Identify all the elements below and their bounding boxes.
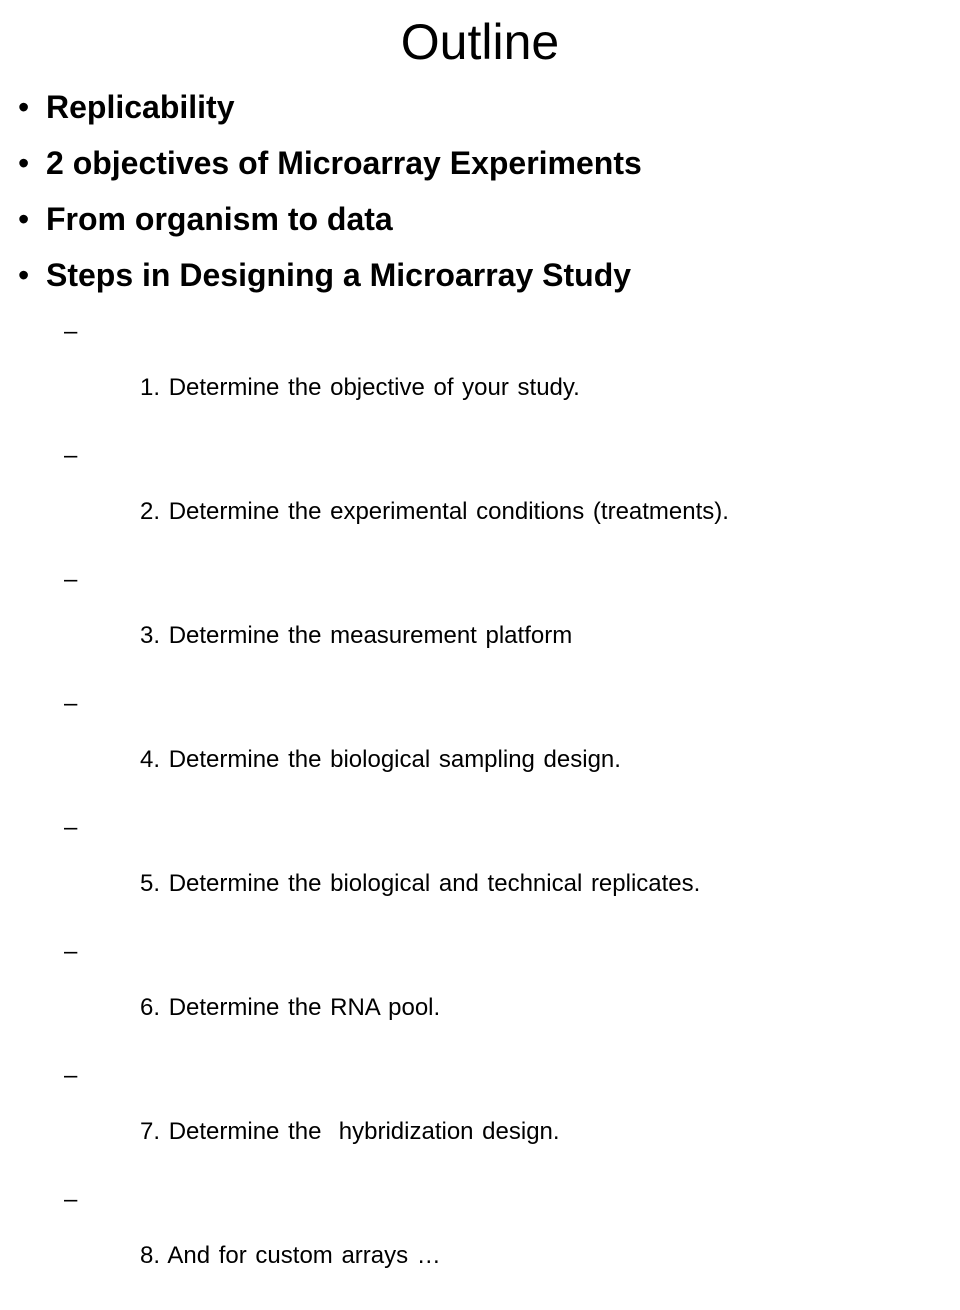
sub-bullet-item [0,318,848,430]
main-bullet-item [0,256,960,294]
main-bullet-text: Steps in Designing a Microarray Study [46,257,632,293]
sub-bullet-text: 2. Determine the experimental conditions (treatments). [140,498,729,525]
sub-bullet-text: 6. Determine the RNA pool. [140,994,441,1021]
sub-bullet-item [0,690,848,802]
sub-bullet-item [0,814,848,926]
main-bullet-item [0,88,960,126]
dash-icon: – [64,1186,78,1213]
bullet-icon: • [18,257,30,293]
sub-bullet-text: 5. Determine the biological and technical replicates. [140,870,701,897]
dash-icon: – [64,814,78,841]
main-bullet-text: Replicability [46,89,235,125]
main-bullet-item [0,200,960,238]
sub-bullet-item [0,938,848,1050]
sub-bullet-item [0,1062,848,1174]
bullet-icon: • [18,201,30,237]
sub-bullet-text: 8. And for custom arrays … [140,1242,441,1269]
sub-bullet-item [0,1186,848,1298]
main-bullet-list [0,88,960,302]
dash-icon: – [64,318,78,345]
sub-bullet-list [0,318,960,1310]
sub-bullet-text: 4. Determine the biological sampling design. [140,746,621,773]
sub-bullet-item [0,566,848,678]
main-bullet-text: 2 objectives of Microarray Experiments [46,145,642,181]
sub-bullet-text: 3. Determine the measurement platform [140,622,573,649]
dash-icon: – [64,566,78,593]
dash-icon: – [64,1062,78,1089]
bullet-icon: • [18,145,30,181]
dash-icon: – [64,690,78,717]
main-bullet-item [0,144,960,182]
bullet-icon: • [18,89,30,125]
sub-bullet-text: 7. Determine the hybridization design. [140,1118,560,1145]
slide-title: Outline [400,14,560,70]
dash-icon: – [64,938,78,965]
sub-bullet-text: 1. Determine the objective of your study. [140,374,580,401]
sub-bullet-item [0,442,848,554]
dash-icon: – [64,442,78,469]
main-bullet-text: From organism to data [46,201,393,237]
